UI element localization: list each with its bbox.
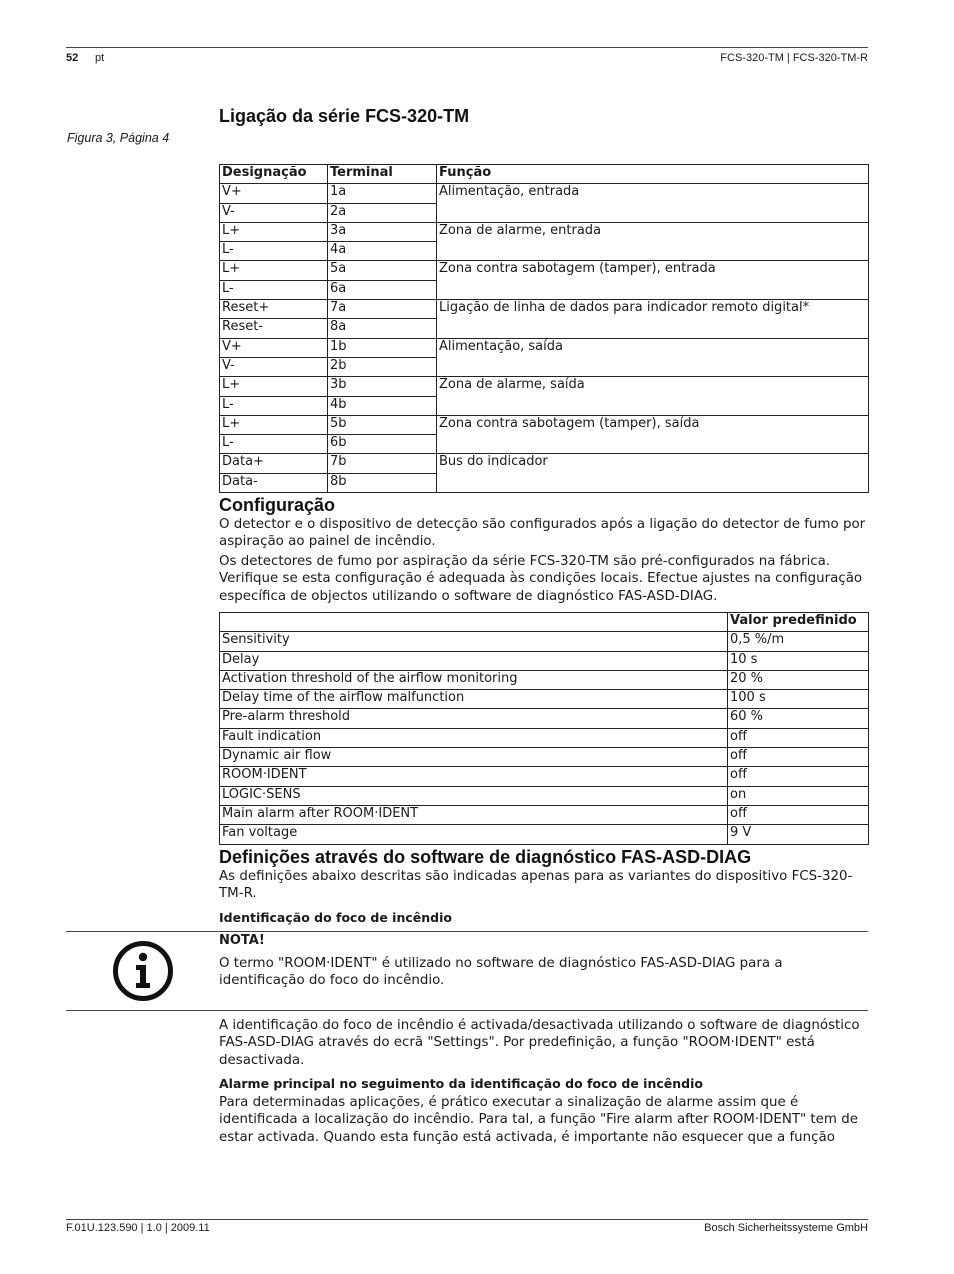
- terminal-cell: 4a: [328, 242, 437, 261]
- designation-cell: L-: [220, 242, 328, 261]
- note-rule-bottom: [66, 1010, 868, 1011]
- terminal-cell: 3a: [328, 222, 437, 241]
- config-paragraph-1: O detector e o dispositivo de detecção são configurados após a ligação do detector de fumo por aspiração ao painel de incêndio.: [219, 517, 866, 550]
- terminal-cell: 7a: [328, 300, 437, 319]
- default-value-cell: 9 V: [728, 825, 869, 844]
- designation-cell: L+: [220, 222, 328, 241]
- wiring-row: [220, 454, 869, 473]
- config-row: [220, 670, 869, 689]
- terminal-cell: 7b: [328, 454, 437, 473]
- designation-cell: Reset-: [220, 319, 328, 338]
- default-value-cell: 0,5 %/m: [728, 632, 869, 651]
- config-row: [220, 709, 869, 728]
- default-value-cell: 20 %: [728, 670, 869, 689]
- wiring-table: [219, 164, 869, 493]
- footer-company: Bosch Sicherheitssysteme GmbH: [704, 1222, 868, 1234]
- function-cell: Zona de alarme, saída: [437, 377, 869, 416]
- config-row: [220, 767, 869, 786]
- info-icon: [112, 940, 168, 996]
- function-cell: Zona contra sabotagem (tamper), saída: [437, 415, 869, 454]
- terminal-cell: 1a: [328, 184, 437, 203]
- designation-cell: L+: [220, 261, 328, 280]
- designation-cell: L-: [220, 435, 328, 454]
- terminal-cell: 4b: [328, 396, 437, 415]
- terminal-cell: 8b: [328, 473, 437, 492]
- default-value-cell: off: [728, 748, 869, 767]
- designation-cell: Data+: [220, 454, 328, 473]
- default-value-cell: off: [728, 767, 869, 786]
- terminal-cell: 8a: [328, 319, 437, 338]
- subheading-fire-location: Identificação do foco de incêndio: [219, 910, 452, 925]
- config-row: [220, 728, 869, 747]
- config-row: [220, 632, 869, 651]
- function-cell: Zona contra sabotagem (tamper), entrada: [437, 261, 869, 300]
- designation-cell: V-: [220, 357, 328, 376]
- page-number: 52: [66, 52, 79, 64]
- designation-cell: L-: [220, 280, 328, 299]
- wiring-row: [220, 377, 869, 396]
- col-header-designation: Designação: [220, 165, 328, 184]
- designation-cell: Data-: [220, 473, 328, 492]
- function-cell: Alimentação, entrada: [437, 184, 869, 223]
- wiring-row: [220, 300, 869, 319]
- function-cell: Alimentação, saída: [437, 338, 869, 377]
- terminal-cell: 1b: [328, 338, 437, 357]
- section-title-configuration: Configuração: [219, 495, 336, 515]
- config-paragraph-2: Os detectores de fumo por aspiração da série FCS-320-TM são pré-configurados na fábrica. Verifique se esta configuração é adequada às condições locais. Efectue ajustes na configuração específica de objectos utilizando o software de diagnóstico FAS-ASD-DIAG.: [219, 554, 863, 604]
- parameter-cell: Fan voltage: [220, 825, 728, 844]
- default-value-cell: off: [728, 805, 869, 824]
- footer-doc-id: F.01U.123.590 | 1.0 | 2009.11: [66, 1222, 210, 1234]
- terminal-cell: 2a: [328, 203, 437, 222]
- designation-cell: V+: [220, 184, 328, 203]
- parameter-cell: Delay: [220, 651, 728, 670]
- note-title: NOTA!: [219, 933, 265, 948]
- col-header-terminal: Terminal: [328, 165, 437, 184]
- main-alarm-paragraph: Para determinadas aplicações, é prático executar a sinalização de alarme assim que é identificada a localização do incêndio. Para tal, a função "Fire alarm after ROOM·IDENT" tem de estar activada. Quando esta função está activada, é importante não esquecer que a função: [219, 1095, 858, 1145]
- col-header-function: Função: [437, 165, 869, 184]
- designation-cell: L-: [220, 396, 328, 415]
- terminal-cell: 5a: [328, 261, 437, 280]
- default-value-cell: on: [728, 786, 869, 805]
- section-title-diag: Definições através do software de diagnóstico FAS-ASD-DIAG: [219, 847, 752, 867]
- page-language: pt: [95, 52, 105, 64]
- config-row: [220, 825, 869, 844]
- parameter-cell: Main alarm after ROOM·IDENT: [220, 805, 728, 824]
- config-row: [220, 805, 869, 824]
- default-value-cell: 10 s: [728, 651, 869, 670]
- function-cell: Bus do indicador: [437, 454, 869, 493]
- designation-cell: L+: [220, 415, 328, 434]
- default-value-cell: 60 %: [728, 709, 869, 728]
- parameter-cell: Pre-alarm threshold: [220, 709, 728, 728]
- wiring-row: [220, 261, 869, 280]
- default-value-cell: off: [728, 728, 869, 747]
- parameter-cell: Dynamic air flow: [220, 748, 728, 767]
- designation-cell: Reset+: [220, 300, 328, 319]
- config-row: [220, 690, 869, 709]
- terminal-cell: 6b: [328, 435, 437, 454]
- parameter-cell: ROOM·IDENT: [220, 767, 728, 786]
- footer-rule: [66, 1219, 868, 1220]
- designation-cell: V-: [220, 203, 328, 222]
- room-ident-paragraph: A identificação do foco de incêndio é activada/desactivada utilizando o software de diagnóstico FAS-ASD-DIAG através do ecrã "Settings". Por predefinição, a função "ROOM·IDENT" está desactivada.: [219, 1018, 860, 1068]
- parameter-cell: LOGIC·SENS: [220, 786, 728, 805]
- config-row: [220, 786, 869, 805]
- config-table: [219, 612, 869, 845]
- header-product: FCS-320-TM | FCS-320-TM-R: [720, 52, 868, 64]
- diag-intro: As definições abaixo descritas são indicadas apenas para as variantes do dispositivo FCS-320-TM-R.: [219, 869, 853, 902]
- designation-cell: L+: [220, 377, 328, 396]
- col-header-default-value: Valor predefinido: [728, 613, 869, 632]
- config-row: [220, 651, 869, 670]
- config-header-empty: [220, 613, 728, 632]
- figure-reference: Figura 3, Página 4: [67, 131, 170, 145]
- header-rule: [66, 47, 868, 48]
- subheading-main-alarm: Alarme principal no seguimento da identificação do foco de incêndio: [219, 1076, 703, 1091]
- wiring-row: [220, 222, 869, 241]
- wiring-row: [220, 184, 869, 203]
- wiring-row: [220, 415, 869, 434]
- function-cell: Ligação de linha de dados para indicador remoto digital*: [437, 300, 869, 339]
- designation-cell: V+: [220, 338, 328, 357]
- note-rule-top: [66, 931, 868, 932]
- section-title-wiring: Ligação da série FCS-320-TM: [219, 106, 470, 126]
- terminal-cell: 2b: [328, 357, 437, 376]
- parameter-cell: Activation threshold of the airflow monitoring: [220, 670, 728, 689]
- terminal-cell: 3b: [328, 377, 437, 396]
- function-cell: Zona de alarme, entrada: [437, 222, 869, 261]
- wiring-row: [220, 338, 869, 357]
- parameter-cell: Sensitivity: [220, 632, 728, 651]
- terminal-cell: 5b: [328, 415, 437, 434]
- config-row: [220, 748, 869, 767]
- parameter-cell: Fault indication: [220, 728, 728, 747]
- default-value-cell: 100 s: [728, 690, 869, 709]
- terminal-cell: 6a: [328, 280, 437, 299]
- parameter-cell: Delay time of the airflow malfunction: [220, 690, 728, 709]
- note-text: O termo "ROOM·IDENT" é utilizado no software de diagnóstico FAS-ASD-DIAG para a identificação do foco do incêndio.: [219, 956, 783, 989]
